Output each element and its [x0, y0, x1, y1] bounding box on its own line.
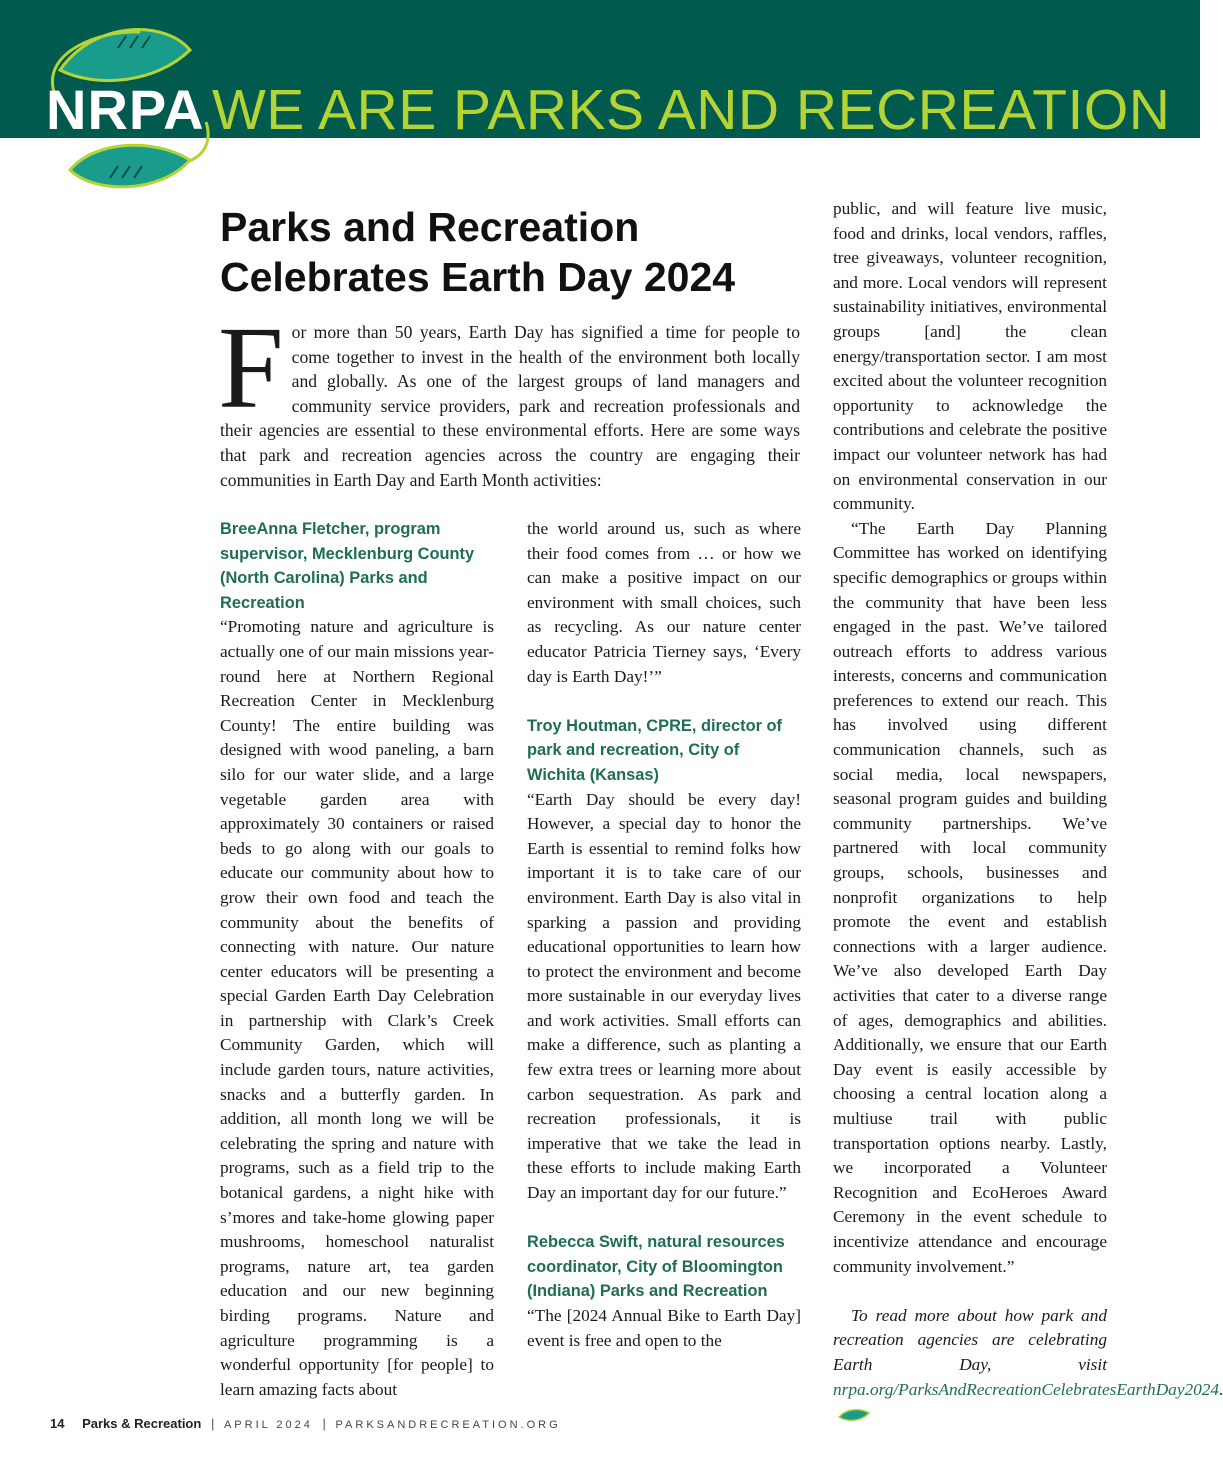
banner-tagline: WE ARE PARKS AND RECREATION — [212, 78, 1171, 142]
footer-separator-2: | — [322, 1416, 326, 1431]
read-more — [833, 1304, 1223, 1427]
read-more-end: . — [1219, 1379, 1223, 1399]
speaker-swift: Rebecca Swift, natural resources coordinator, City of Bloomington (Indiana) Parks and Recreation — [527, 1233, 785, 1301]
article-intro — [218, 302, 800, 492]
read-more-link[interactable]: nrpa.org/ParksAndRecreationCelebratesEarthDay2024 — [833, 1379, 1220, 1399]
column-1 — [220, 517, 494, 1402]
nrpa-brand: NRPA — [46, 78, 205, 141]
intro-text: or more than 50 years, Earth Day has signified a time for people to come together to invest in the health of the environment both locally and globally. As one of the largest groups of land managers and community service providers, park and recreation professionals and their agencies are essential to these environmental efforts. Here are some ways that park and recreation agencies across the country are engaging their communities in Earth Day and Earth Month activities: — [220, 322, 800, 490]
leaf-end-icon — [837, 1408, 871, 1422]
issue-date: APRIL 2024 — [223, 1419, 313, 1431]
speaker-fletcher: BreeAnna Fletcher, program supervisor, Mecklenburg County (North Carolina) Parks and Recreation — [220, 520, 475, 612]
column-3 — [833, 197, 1223, 1427]
fletcher-quote-cont: the world around us, such as where their food comes from … or how we can make a positive impact on our environment with small choices, such as recycling. As our nature center educator Patricia Tierney says, ‘Every day is Earth Day!’” — [527, 519, 801, 686]
fletcher-quote: “Promoting nature and agriculture is actually one of our main missions year-round here at Northern Regional Recreation Center in Mecklenburg County! The entire building was designed with wood paneling, a barn silo for our water slide, and a large vegetable garden area with approximately 30 containers or raised beds to go along with our goals to educate our community about how to grow their own food and teach the community about the benefits of connecting with nature. Our nature center educators will be presenting a special Garden Earth Day Celebration in partnership with Clark’s Creek Community Garden, which will include garden tours, nature activities, snacks and a butterfly garden. In addition, all month long we will be celebrating the spring and nature with programs, such as a field trip to the botanical gardens, a night hike with s’mores and take-home glowing paper mushrooms, homeschool naturalist programs, nature art, tea garden education and our new beginning birding programs. Nature and agriculture programming is a wonderful opportunity [for people] to learn amazing facts about — [220, 617, 494, 1399]
swift-quote-cont: public, and will feature live music, food and drinks, local vendors, raffles, tree giveaways, volunteer recognition, and more. Local vendors will represent sustainability initiatives, environmental groups [and] the clean energy/transportation sector. I am most excited about the volunteer recognition opportunity to acknowledge the contributions and celebrate the positive impact our volunteer network has had on environmental conservation in our community. — [833, 199, 1107, 514]
article-title — [220, 202, 810, 302]
read-more-text: To read more about how park and recreation agencies are celebrating Earth Day, visit — [833, 1305, 1107, 1374]
footer-separator-1: | — [210, 1416, 215, 1431]
magazine-name: Parks & Recreation — [82, 1416, 202, 1431]
page-number: 14 — [50, 1416, 65, 1431]
website[interactable]: PARKSANDRECREATION.ORG — [335, 1419, 561, 1431]
title-line-2: Celebrates Earth Day 2024 — [220, 254, 736, 300]
page-footer — [50, 1416, 561, 1436]
drop-cap: F — [218, 302, 284, 433]
speaker-houtman: Troy Houtman, CPRE, director of park and recreation, City of Wichita (Kansas) — [527, 716, 782, 784]
swift-quote-start: “The [2024 Annual Bike to Earth Day] event is free and open to the — [527, 1306, 801, 1350]
title-line-1: Parks and Recreation — [220, 204, 640, 250]
column-2 — [527, 517, 801, 1353]
houtman-quote: “Earth Day should be every day! However, a special day to honor the Earth is essential to remind folks how important it is to take care of our environment. Earth Day is also vital in sparking a passion and providing educational opportunities to learn how to protect the environment and become more sustainable in our everyday lives and work activities. Small efforts can make a difference, such as planting a few extra trees or learning more about carbon sequestration. As park and recreation professionals, it is imperative that we take the lead in these efforts to include making Earth Day an important day for our future.” — [527, 789, 801, 1203]
swift-quote-2: “The Earth Day Planning Committee has worked on identifying specific demographics or groups within the community that have been less engaged in the past. We’ve tailored outreach efforts to address various interests, concerns and communication preferences to extend our reach. This has involved using different communication channels, such as social media, local newspapers, seasonal program guides and building community partnerships. We’ve partnered with local community groups, schools, businesses and nonprofit organizations to help promote the event and establish connections with a larger audience. We’ve also developed Earth Day activities that cater to a diverse range of ages, demographics and abilities. Additionally, we ensure that our Earth Day event is easily accessible by choosing a central location along a multiuse trail with public transportation options nearby. Lastly, we incorporated a Volunteer Recognition and EcoHeroes Award Ceremony in the event schedule to incentivize attendance and encourage community involvement.” — [833, 518, 1107, 1276]
